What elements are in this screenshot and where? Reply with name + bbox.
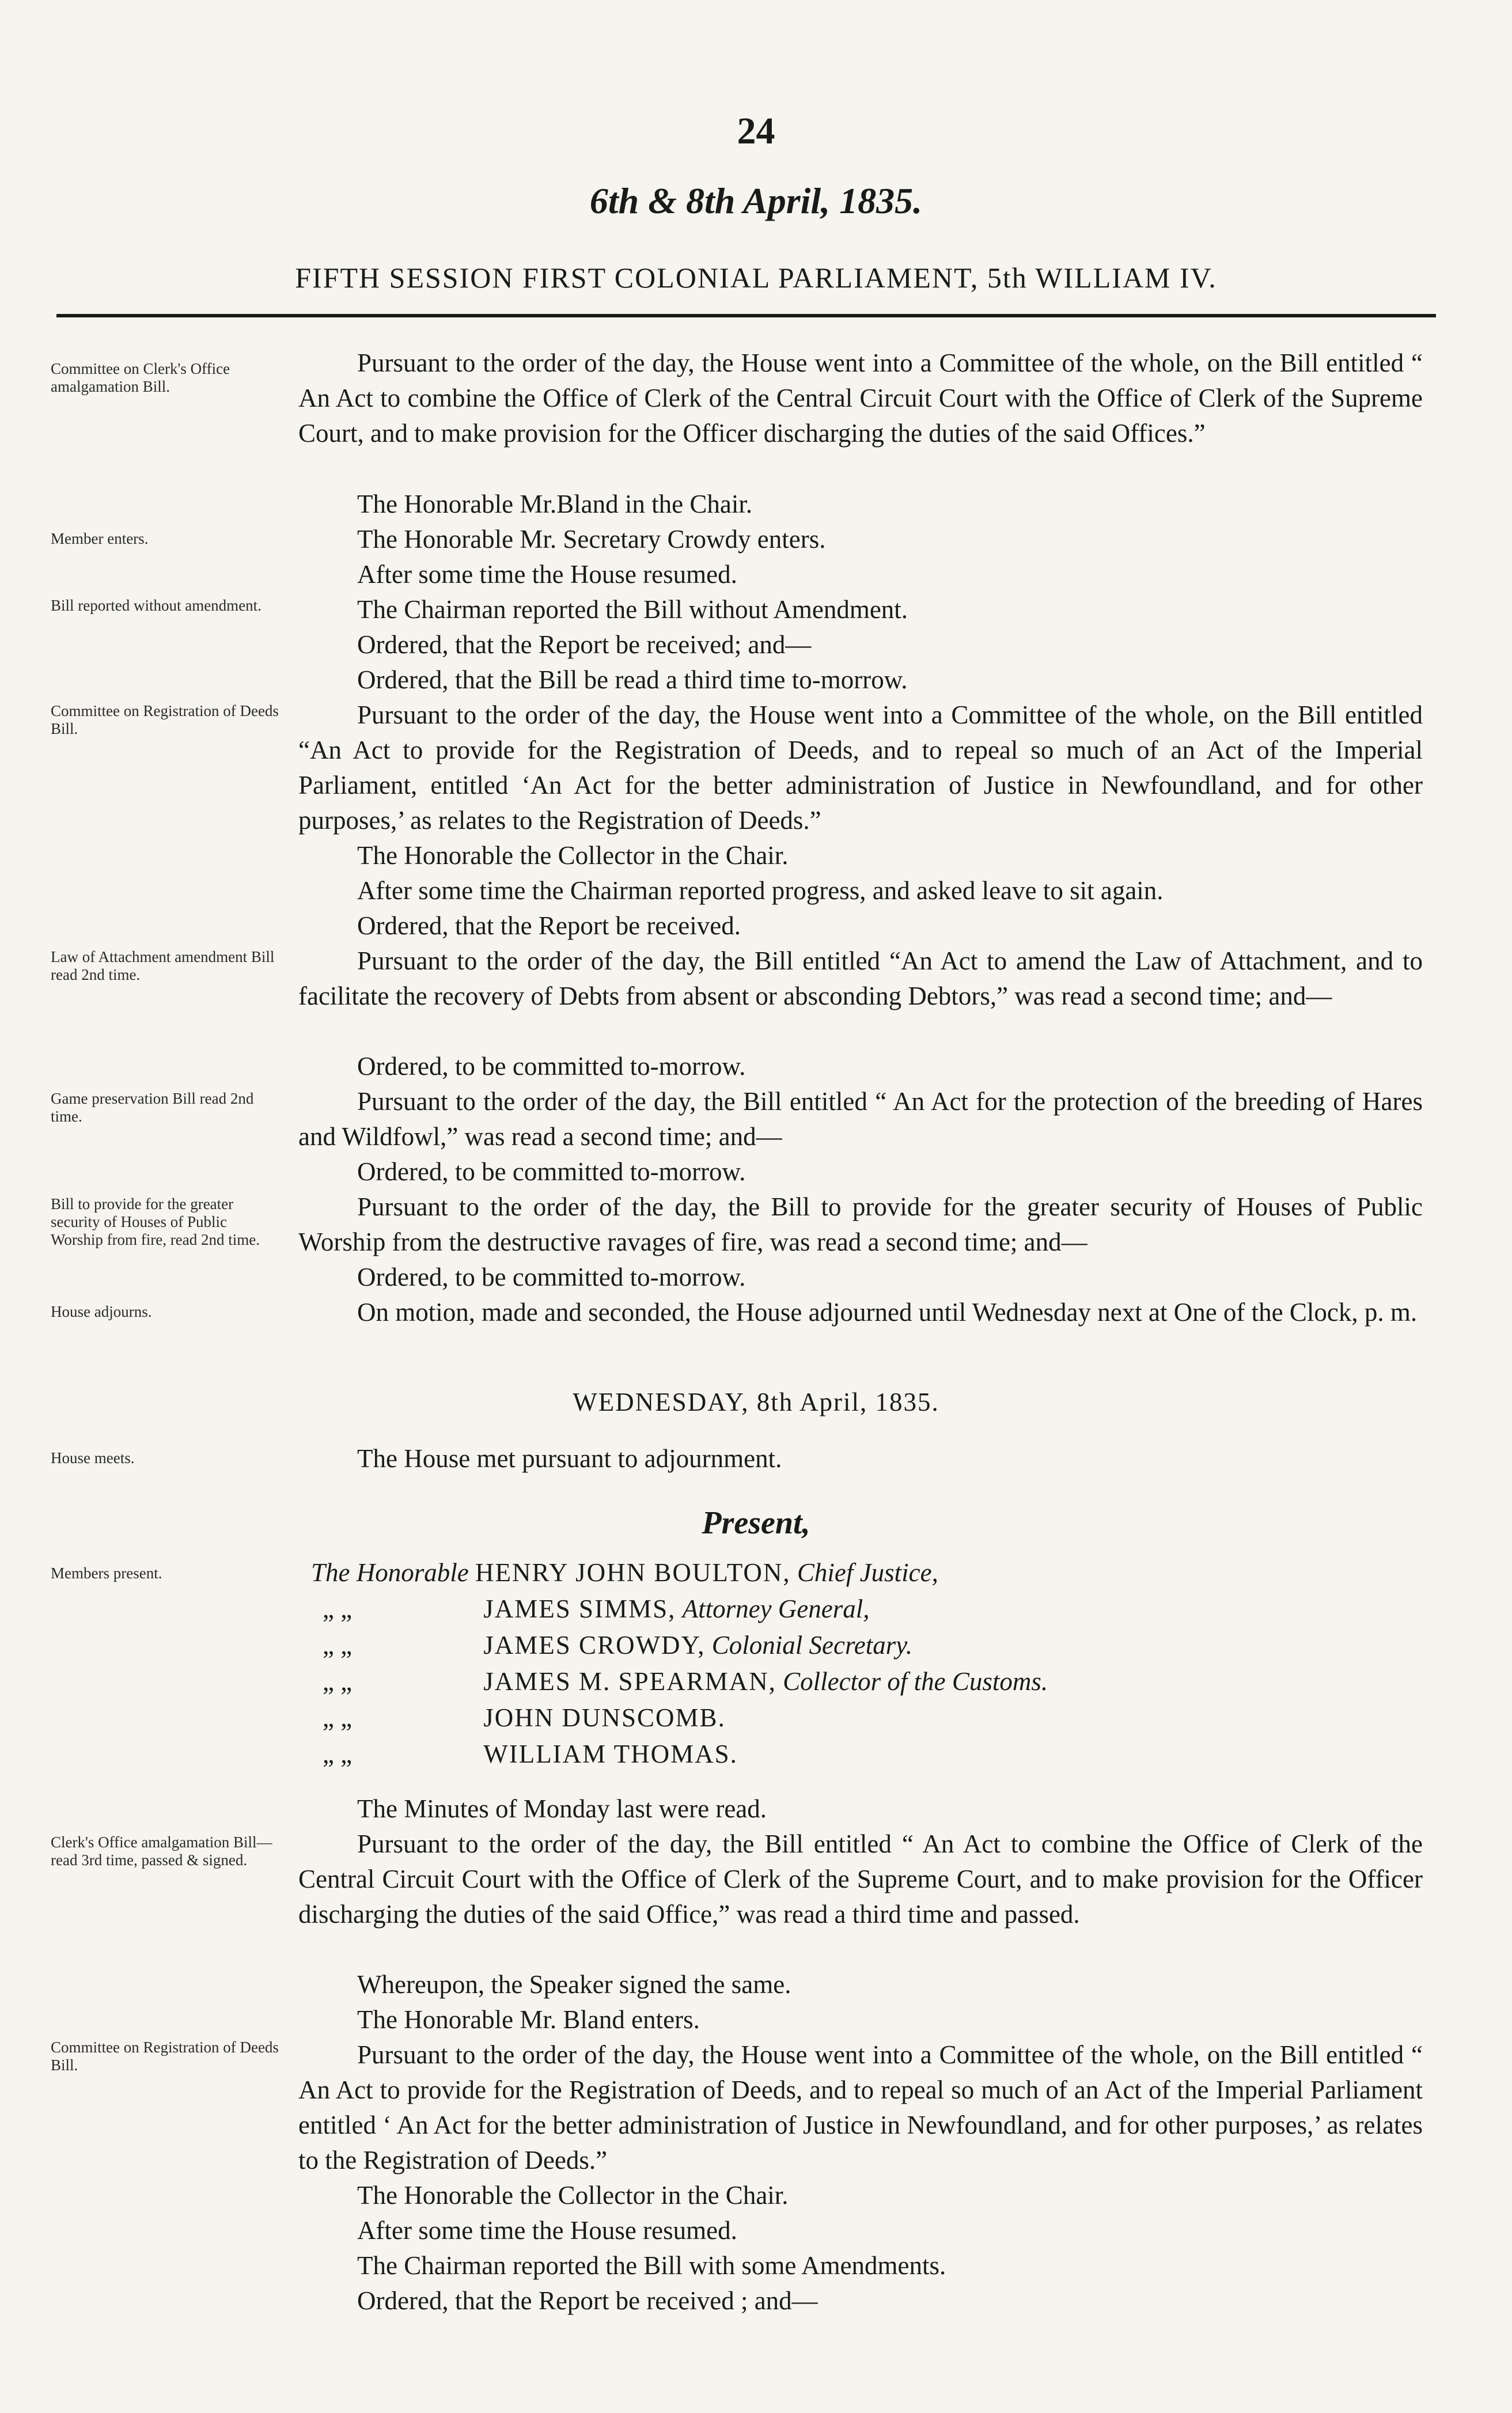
paragraph: Pursuant to the order of the day, the House went into a Committee of the whole, on the Bill entitled “ An Act to combine the Office of Clerk of the Central Circuit Court with the Office of Clerk of the Supreme Court, and to make provision for the Officer discharging the duties of the said Offices.” — [298, 348, 1423, 448]
session-heading: FIFTH SESSION FIRST COLONIAL PARLIAMENT, 5th WILLIAM IV. — [295, 262, 1217, 294]
paragraph: The Honorable the Collector in the Chair. — [357, 841, 789, 870]
member-title: Collector of the Customs. — [783, 1667, 1048, 1696]
paragraph: Pursuant to the order of the day, the Bill entitled “An Act to amend the Law of Attachment, and to facilitate the recovery of Debts from absent or absconding Debtors,” was read a second time; and— — [298, 946, 1423, 1010]
paragraph: On motion, made and seconded, the House adjourned until Wednesday next at One of the Clock, p. m. — [357, 1298, 1418, 1327]
margin-note: Clerk's Office amalgamation Bill—read 3rd time, passed & signed. — [51, 1834, 272, 1869]
margin-note: Bill to provide for the greater security of Houses of Public Worship from fire, read 2nd time. — [51, 1195, 260, 1248]
member-line — [323, 1628, 912, 1663]
member-name: HENRY JOHN BOULTON, — [475, 1558, 791, 1587]
paragraph: After some time the Chairman reported progress, and asked leave to sit again. — [357, 876, 1164, 905]
day-heading: WEDNESDAY, 8th April, 1835. — [573, 1388, 939, 1416]
ditto-mark: „ „ — [323, 1594, 353, 1623]
ditto-mark: „ „ — [323, 1631, 353, 1660]
paragraph: Pursuant to the order of the day, the Bill entitled “ An Act for the protection of the breeding of Hares and Wildfowl,” was read a second time; and— — [298, 1087, 1423, 1151]
paragraph: The Chairman reported the Bill without Amendment. — [357, 595, 908, 624]
paragraph: The Chairman reported the Bill with some Amendments. — [357, 2251, 946, 2280]
ditto-mark: „ „ — [323, 1703, 353, 1732]
member-name: JAMES SIMMS, — [483, 1594, 676, 1623]
member-prefix: The Honorable — [311, 1558, 469, 1587]
paragraph: Pursuant to the order of the day, the House went into a Committee of the whole, on the Bill entitled “ An Act to provide for the Registration of Deeds, and to repeal so much of an Act of the Imperial Parliament entitled ‘ An Act for the better administration of Justice in Newfoundland, and for other purposes,’ as relates to the Registration of Deeds.” — [298, 2040, 1423, 2175]
ditto-mark: „ „ — [323, 1740, 353, 1768]
margin-note: Member enters. — [51, 530, 149, 547]
page-date: 6th & 8th April, 1835. — [589, 180, 923, 221]
member-name: JOHN DUNSCOMB. — [483, 1703, 726, 1732]
paragraph: Ordered, that the Report be received; and— — [357, 630, 812, 659]
paragraph: Ordered, to be committed to-morrow. — [357, 1052, 746, 1081]
paragraph: The Honorable Mr. Bland enters. — [357, 2005, 700, 2034]
paragraph: After some time the House resumed. — [357, 560, 737, 589]
margin-note: Law of Attachment amendment Bill read 2nd time. — [51, 948, 275, 983]
margin-note: Committee on Registration of Deeds Bill. — [51, 2039, 279, 2074]
header-rule — [56, 314, 1436, 317]
paragraph: The Honorable Mr. Secretary Crowdy enters. — [357, 525, 826, 554]
member-line — [323, 1737, 738, 1772]
paragraph: Ordered, to be committed to-morrow. — [357, 1263, 746, 1291]
paragraph: The House met pursuant to adjournment. — [357, 1444, 782, 1473]
member-line — [311, 1555, 938, 1590]
member-line — [323, 1664, 1048, 1699]
member-line — [323, 1592, 870, 1627]
paragraph: Pursuant to the order of the day, the Bill to provide for the greater security of Houses of Public Worship from the destructive ravages of fire, was read a second time; and— — [298, 1192, 1423, 1256]
member-title: Chief Justice, — [797, 1558, 938, 1587]
member-name: JAMES M. SPEARMAN, — [483, 1667, 776, 1696]
member-title: Colonial Secretary. — [711, 1631, 913, 1660]
paragraph: Ordered, that the Bill be read a third time to-morrow. — [357, 665, 908, 694]
margin-note: Members present. — [51, 1565, 162, 1582]
paragraph: The Honorable the Collector in the Chair. — [357, 2181, 789, 2210]
paragraph: Ordered, that the Report be received. — [357, 911, 741, 940]
paragraph: Pursuant to the order of the day, the Bill entitled “ An Act to combine the Office of Clerk of the Central Circuit Court with the Office of Clerk of the Supreme Court, and to make provision for the Officer discharging the duties of the said Office,” was read a third time and passed. — [298, 1829, 1423, 1929]
ditto-mark: „ „ — [323, 1667, 353, 1696]
present-heading: Present, — [702, 1505, 810, 1541]
paragraph: Pursuant to the order of the day, the House went into a Committee of the whole, on the Bill entitled “An Act to provide for the Registration of Deeds, and to repeal so much of an Act of the Imperial Parliament, entitled ‘An Act for the better administration of Justice in Newfoundland, and for other purposes,’ as relates to the Registration of Deeds.” — [298, 700, 1423, 835]
margin-note: House meets. — [51, 1449, 135, 1467]
paragraph: Ordered, that the Report be received ; and— — [357, 2286, 818, 2315]
member-name: JAMES CROWDY, — [483, 1631, 706, 1660]
member-line — [323, 1700, 726, 1736]
member-title: Attorney General, — [682, 1594, 870, 1623]
paragraph: Whereupon, the Speaker signed the same. — [357, 1970, 791, 1999]
margin-note: Bill reported without amendment. — [51, 597, 262, 614]
margin-note: Committee on Clerk's Office amalgamation Bill. — [51, 360, 230, 395]
margin-note: Game preservation Bill read 2nd time. — [51, 1090, 254, 1125]
paragraph: The Honorable Mr.Bland in the Chair. — [357, 490, 753, 518]
paragraph: Ordered, to be committed to-morrow. — [357, 1157, 746, 1186]
paragraph: The Minutes of Monday last were read. — [357, 1794, 767, 1823]
margin-note: Committee on Registration of Deeds Bill. — [51, 702, 279, 737]
member-name: WILLIAM THOMAS. — [483, 1740, 738, 1768]
page-number: 24 — [737, 110, 775, 152]
paragraph: After some time the House resumed. — [357, 2216, 737, 2245]
margin-note: House adjourns. — [51, 1303, 152, 1320]
